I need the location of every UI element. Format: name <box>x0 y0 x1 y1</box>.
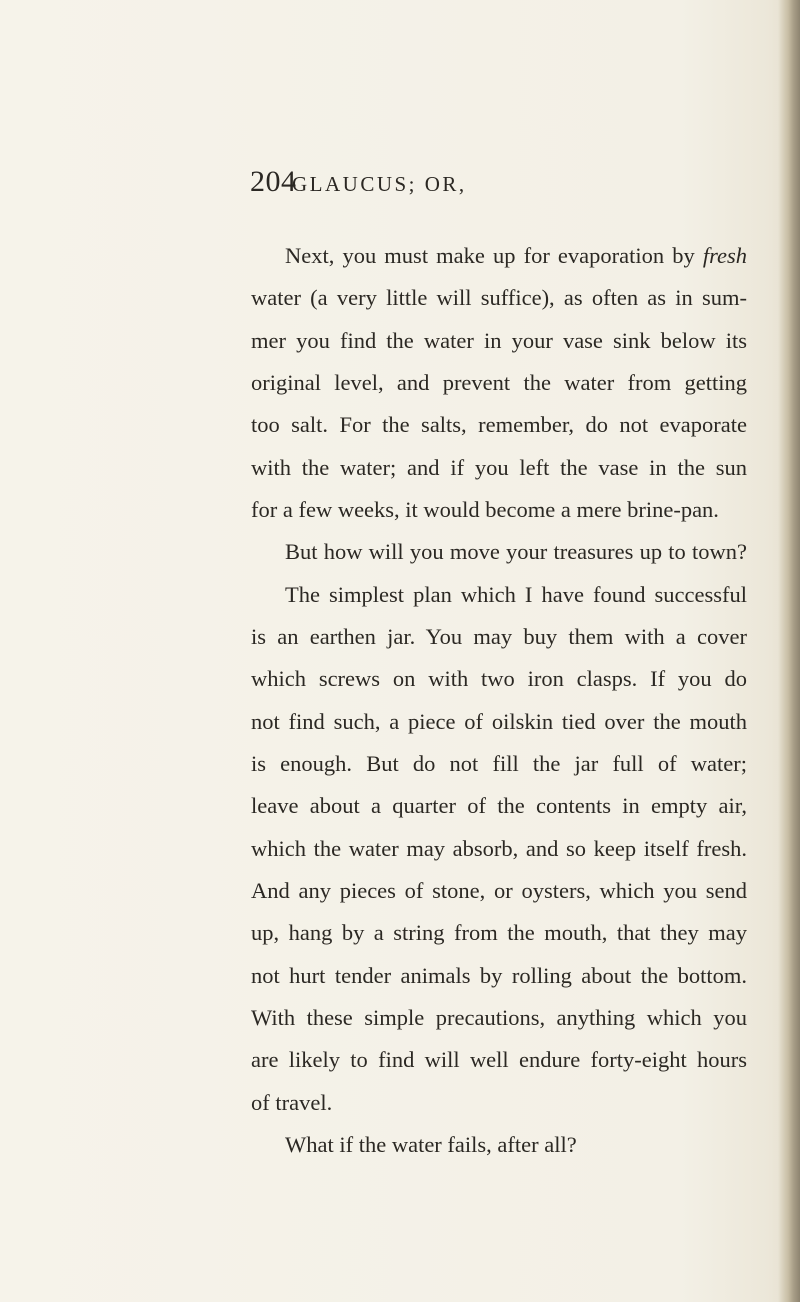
page-number: 204 <box>250 165 297 198</box>
text-line: not hurt tender animals by rolling about the bottom. <box>251 962 747 988</box>
paragraph <box>251 1124 747 1166</box>
text-line: of travel. <box>251 1089 333 1115</box>
text-line: is an earthen jar. You may buy them with a cover <box>251 623 747 649</box>
text-line: water (a very little will suffice), as often as in sum- <box>251 285 747 311</box>
text-line: And any pieces of stone, or oysters, which you send <box>251 877 747 903</box>
text-line: What if the water fails, after all? <box>285 1131 577 1157</box>
paragraph <box>251 531 747 1124</box>
text-line: with the water; and if you left the vase in the sun <box>251 454 747 480</box>
text-line: not find such, a piece of oilskin tied over the mouth <box>251 708 747 734</box>
text-line: leave about a quarter of the contents in empty air, <box>251 793 747 819</box>
page-edge-shadow <box>778 0 800 1302</box>
text-line: which the water may absorb, and so keep itself fresh. <box>251 835 747 861</box>
text-line: for a few weeks, it would become a mere brine-pan. <box>251 496 719 522</box>
text-line: mer you find the water in your vase sink below its <box>251 327 747 353</box>
text-line: Next, you must make up for evaporation by fresh <box>285 243 747 268</box>
text-line: are likely to find will well endure forty-eight hours <box>251 1047 747 1073</box>
text-line: up, hang by a string from the mouth, that they may <box>251 920 747 946</box>
text-line: which screws on with two iron clasps. If you do <box>251 666 747 692</box>
body-text <box>251 235 747 1166</box>
text-line: too salt. For the salts, remember, do not evaporate <box>251 412 747 438</box>
running-head: GLAUCUS; OR, <box>292 172 467 196</box>
text-line: is enough. But do not fill the jar full of water; <box>251 750 747 776</box>
text-line: But how will you move your treasures up to town? <box>285 539 747 565</box>
text-line: With these simple precautions, anything which you <box>251 1004 747 1030</box>
page-header <box>250 162 520 202</box>
emphasis-word: fresh <box>702 243 747 268</box>
text-line: original level, and prevent the water from getting <box>251 369 747 395</box>
text-line: The simplest plan which I have found successful <box>285 581 747 607</box>
paragraph <box>251 235 747 531</box>
